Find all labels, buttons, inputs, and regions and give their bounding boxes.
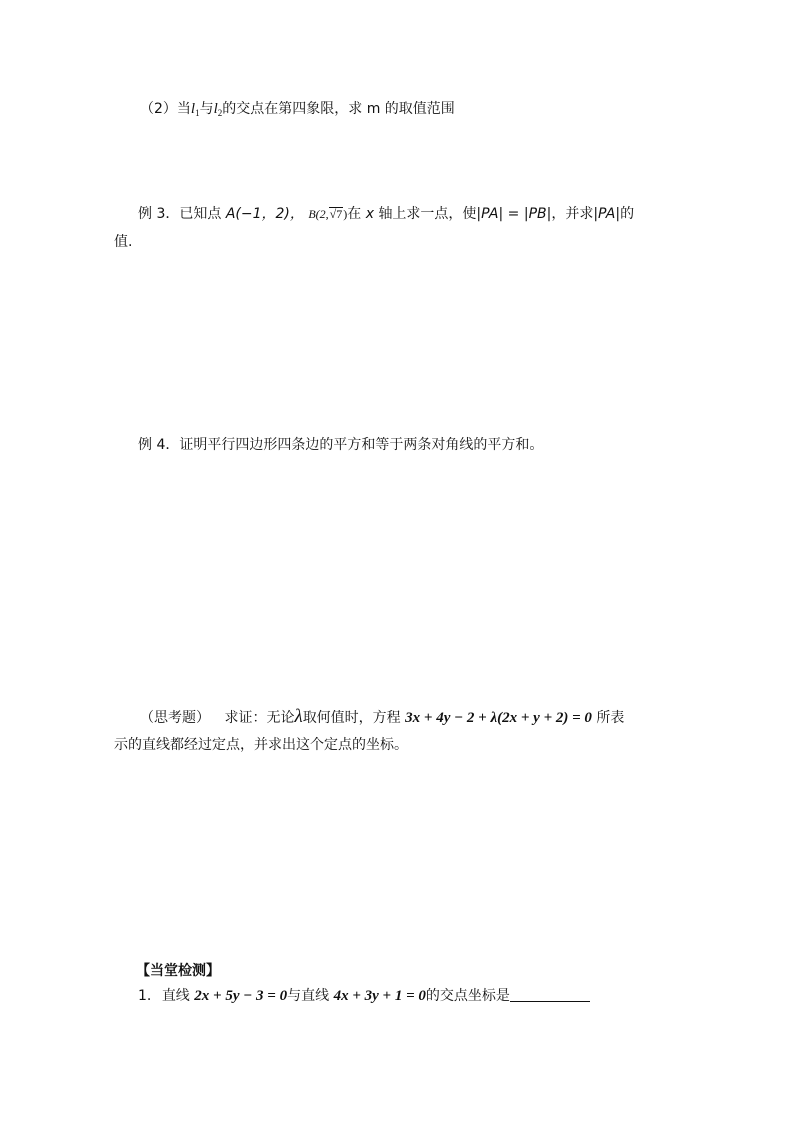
question-2-prefix: （2）当: [140, 101, 191, 117]
check-heading: 【当堂检测】: [136, 963, 220, 979]
example-3-label: 例 3．已知点: [138, 206, 222, 222]
example-3-text-5: |的: [615, 206, 635, 222]
x-axis-var: x: [365, 206, 374, 222]
thinking-text-3: 所表: [596, 710, 625, 726]
question-2-mid: 与: [199, 101, 214, 117]
example-4-line: 例 4．证明平行四边形四条边的平方和等于两条对角线的平方和。: [138, 437, 544, 453]
thinking-text-2: 取何值时，方程: [302, 710, 401, 726]
line-l2-symbol: $l_2$: [213, 101, 223, 118]
lambda-symbol: λ: [294, 706, 303, 727]
thinking-line-1: [140, 706, 624, 729]
point-a: A(−1，2)，: [225, 206, 304, 222]
pa-label: PA: [481, 206, 499, 222]
example-3-line-2: 值.: [114, 234, 133, 250]
check-item-1-equation-2: 4x + 3y + 1 = 0: [333, 988, 426, 1004]
check-item-1-number: 1.: [138, 988, 152, 1004]
thinking-equation: 3x + 4y − 2 + λ(2x + y + 2) = 0: [405, 710, 592, 726]
example-3-text-3: | = |: [498, 206, 529, 222]
example-3-text-1: 在: [347, 206, 362, 222]
question-2-suffix: 的交点在第四象限，求 m 的取值范围: [222, 101, 455, 117]
pa-label-2: PA: [598, 206, 616, 222]
example-3-text-2: 轴上求一点，使|: [378, 206, 482, 222]
example-3-text-4: |，并求|: [546, 206, 599, 222]
line-l1-symbol: $l_1$: [190, 101, 200, 118]
answer-blank[interactable]: [510, 987, 590, 1002]
check-item-1-equation-1: 2x + 5y − 3 = 0: [194, 988, 288, 1004]
example-3-line-1: [138, 203, 634, 225]
check-item-1-text-2: 与直线: [287, 988, 330, 1004]
check-item-1: [138, 985, 590, 1007]
check-item-1-text-1: 直线: [161, 988, 190, 1004]
question-2-line: [140, 98, 455, 124]
thinking-text-1: 求证：无论: [224, 710, 295, 726]
pb-label: PB: [528, 206, 547, 222]
point-b: B(2,√7): [308, 207, 348, 221]
thinking-line-2: 示的直线都经过定点，并求出这个定点的坐标。: [114, 737, 408, 753]
thinking-label: （思考题）: [140, 710, 210, 726]
check-item-1-text-3: 的交点坐标是: [425, 988, 510, 1004]
